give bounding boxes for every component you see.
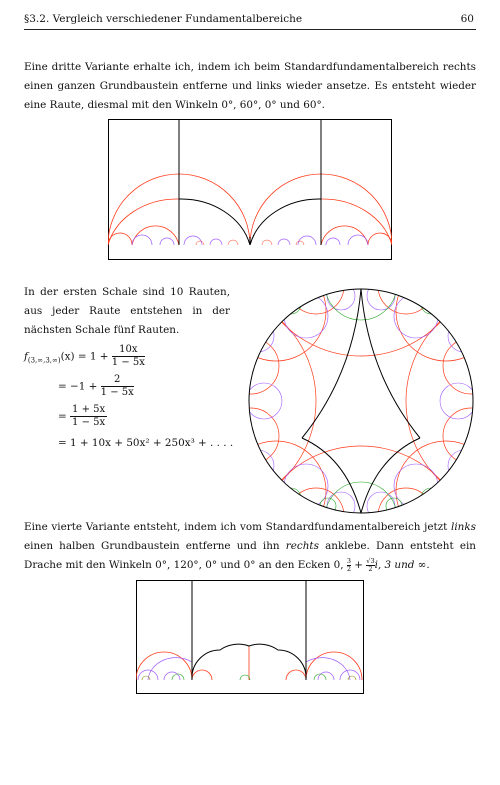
- figure-frame: [137, 581, 364, 694]
- paragraph-2: In der ersten Schale sind 10 Rauten, aus jeder Raute entstehen in der nächsten Schale fünf Rauten.: [24, 286, 230, 336]
- black-edges: [179, 119, 321, 245]
- running-header: [24, 13, 476, 30]
- paragraph-3: Eine vierte Variante entsteht, indem ich vom Standardfundamentalbereich jetzt links einen halben Grundbaustein entferne und ihn rechts anklebe. Dann entsteht ein Drache mit den Winkeln 0°, 120°, 0° und 0° an den Ecken 0, $\frac{3}{2}$ + $\frac{√3}{2}i$, 3 und ∞.: [24, 521, 476, 573]
- figure-halfplane-rhombus: [108, 119, 392, 261]
- red-geodesics: [246, 286, 476, 516]
- page-number: 60: [460, 13, 474, 25]
- purple-geodesics: [246, 286, 476, 516]
- section-title: §3.2. Vergleich verschiedener Fundamentalbereiche: [24, 13, 303, 25]
- paragraph-1: Eine dritte Variante erhalte ich, indem ich beim Standardfundamentalbereich rechts einen ganzen Grundbaustein entferne und links wieder ansetze. Es entsteht wieder eine Raute, diesmal mit den Winkeln 0°, 60°, 0° und 60°.: [24, 61, 476, 111]
- green-geodesics: [281, 286, 441, 516]
- red-arcs: [108, 174, 392, 245]
- disk-boundary: [249, 289, 473, 513]
- red-arcs: [136, 646, 362, 680]
- equation-line-3: = $\frac{1 + 5x}{1 - 5x}$: [58, 404, 106, 428]
- figure-halfplane-kite: [136, 580, 364, 695]
- equation-line-4: = 1 + 10x + 50x² + 250x³ + . . . .: [58, 437, 234, 449]
- black-rhombus-edges: [302, 289, 420, 513]
- equation-line-1: $f_{(3,\infty,3,\infty)}(x) = 1$ + $\frac{10x}{1 - 5x}$: [24, 344, 145, 368]
- figure-poincare-disk: [246, 286, 476, 516]
- equation-line-2: = −1 + $\frac{2}{1 - 5x}$: [58, 374, 134, 398]
